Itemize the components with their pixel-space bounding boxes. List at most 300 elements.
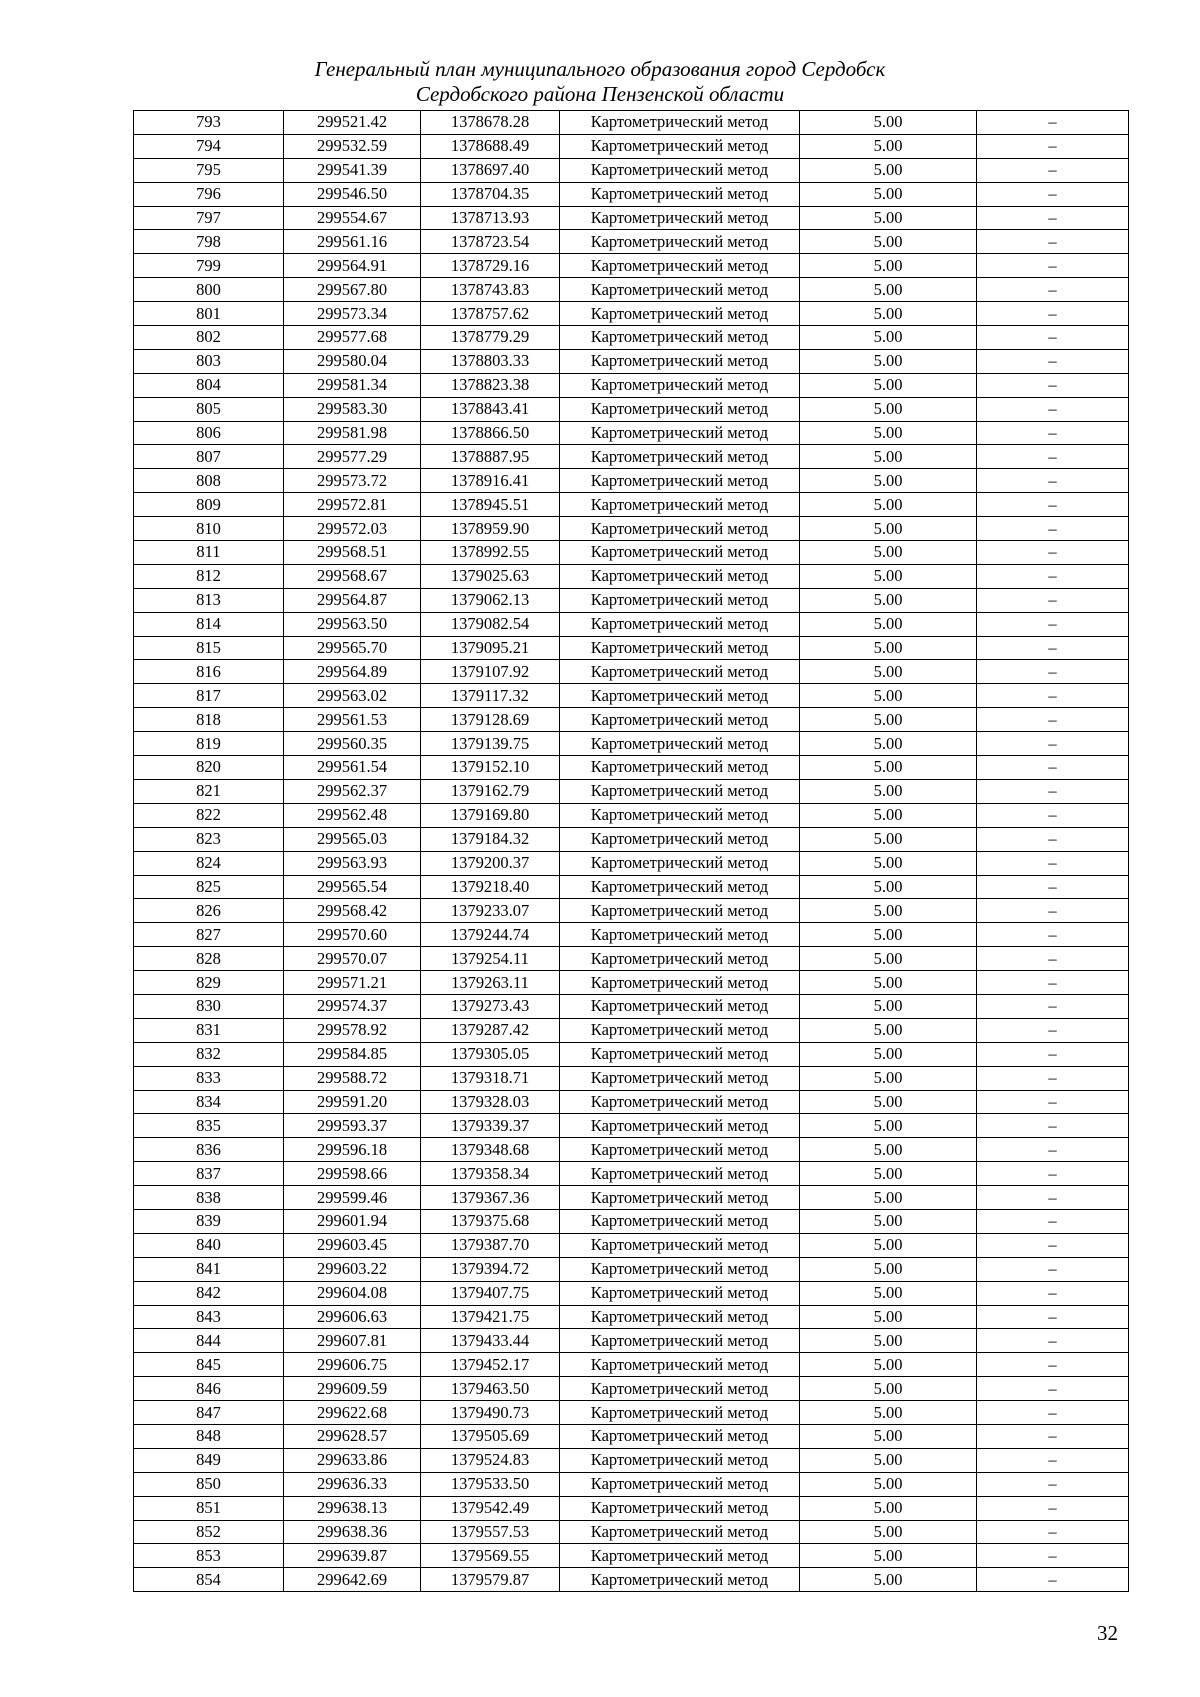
y-coordinate-cell: 1379524.83 (421, 1448, 560, 1472)
y-coordinate-cell: 1378743.83 (421, 278, 560, 302)
note-cell: – (977, 517, 1129, 541)
note-cell: – (977, 803, 1129, 827)
point-number-cell: 832 (134, 1042, 284, 1066)
accuracy-cell: 5.00 (800, 421, 977, 445)
method-cell: Картометрический метод (560, 1305, 800, 1329)
note-cell: – (977, 1066, 1129, 1090)
x-coordinate-cell: 299563.02 (284, 684, 421, 708)
accuracy-cell: 5.00 (800, 827, 977, 851)
table-row (134, 421, 1129, 445)
table-row (134, 851, 1129, 875)
y-coordinate-cell: 1379348.68 (421, 1138, 560, 1162)
y-coordinate-cell: 1379263.11 (421, 971, 560, 995)
x-coordinate-cell: 299636.33 (284, 1472, 421, 1496)
note-cell: – (977, 899, 1129, 923)
note-cell: – (977, 1186, 1129, 1210)
x-coordinate-cell: 299570.07 (284, 947, 421, 971)
note-cell: – (977, 278, 1129, 302)
point-number-cell: 833 (134, 1066, 284, 1090)
point-number-cell: 824 (134, 851, 284, 875)
accuracy-cell: 5.00 (800, 1090, 977, 1114)
method-cell: Картометрический метод (560, 1257, 800, 1281)
x-coordinate-cell: 299599.46 (284, 1186, 421, 1210)
table-row (134, 1114, 1129, 1138)
method-cell: Картометрический метод (560, 636, 800, 660)
method-cell: Картометрический метод (560, 230, 800, 254)
method-cell: Картометрический метод (560, 1162, 800, 1186)
x-coordinate-cell: 299642.69 (284, 1568, 421, 1592)
table-row (134, 541, 1129, 565)
accuracy-cell: 5.00 (800, 971, 977, 995)
accuracy-cell: 5.00 (800, 588, 977, 612)
x-coordinate-cell: 299606.75 (284, 1353, 421, 1377)
table-row (134, 779, 1129, 803)
x-coordinate-cell: 299561.53 (284, 708, 421, 732)
method-cell: Картометрический метод (560, 779, 800, 803)
x-coordinate-cell: 299570.60 (284, 923, 421, 947)
x-coordinate-cell: 299564.87 (284, 588, 421, 612)
y-coordinate-cell: 1379339.37 (421, 1114, 560, 1138)
y-coordinate-cell: 1378823.38 (421, 373, 560, 397)
accuracy-cell: 5.00 (800, 636, 977, 660)
x-coordinate-cell: 299572.81 (284, 493, 421, 517)
y-coordinate-cell: 1379463.50 (421, 1377, 560, 1401)
point-number-cell: 826 (134, 899, 284, 923)
point-number-cell: 804 (134, 373, 284, 397)
accuracy-cell: 5.00 (800, 1353, 977, 1377)
y-coordinate-cell: 1378704.35 (421, 182, 560, 206)
table-row (134, 732, 1129, 756)
note-cell: – (977, 1138, 1129, 1162)
note-cell: – (977, 588, 1129, 612)
method-cell: Картометрический метод (560, 732, 800, 756)
x-coordinate-cell: 299561.16 (284, 230, 421, 254)
point-number-cell: 847 (134, 1401, 284, 1425)
accuracy-cell: 5.00 (800, 899, 977, 923)
note-cell: – (977, 111, 1129, 135)
point-number-cell: 818 (134, 708, 284, 732)
method-cell: Картометрический метод (560, 1448, 800, 1472)
accuracy-cell: 5.00 (800, 923, 977, 947)
accuracy-cell: 5.00 (800, 182, 977, 206)
table-row (134, 469, 1129, 493)
y-coordinate-cell: 1378729.16 (421, 254, 560, 278)
note-cell: – (977, 397, 1129, 421)
y-coordinate-cell: 1378803.33 (421, 349, 560, 373)
point-number-cell: 834 (134, 1090, 284, 1114)
y-coordinate-cell: 1378916.41 (421, 469, 560, 493)
y-coordinate-cell: 1379367.36 (421, 1186, 560, 1210)
table-row (134, 1042, 1129, 1066)
x-coordinate-cell: 299638.13 (284, 1496, 421, 1520)
note-cell: – (977, 947, 1129, 971)
table-row (134, 1520, 1129, 1544)
accuracy-cell: 5.00 (800, 803, 977, 827)
x-coordinate-cell: 299577.29 (284, 445, 421, 469)
x-coordinate-cell: 299604.08 (284, 1281, 421, 1305)
note-cell: – (977, 612, 1129, 636)
note-cell: – (977, 134, 1129, 158)
table-row (134, 182, 1129, 206)
y-coordinate-cell: 1378678.28 (421, 111, 560, 135)
table-row (134, 302, 1129, 326)
y-coordinate-cell: 1379569.55 (421, 1544, 560, 1568)
y-coordinate-cell: 1379082.54 (421, 612, 560, 636)
x-coordinate-cell: 299562.37 (284, 779, 421, 803)
x-coordinate-cell: 299571.21 (284, 971, 421, 995)
y-coordinate-cell: 1379107.92 (421, 660, 560, 684)
note-cell: – (977, 684, 1129, 708)
accuracy-cell: 5.00 (800, 684, 977, 708)
note-cell: – (977, 971, 1129, 995)
note-cell: – (977, 1424, 1129, 1448)
x-coordinate-cell: 299628.57 (284, 1424, 421, 1448)
accuracy-cell: 5.00 (800, 732, 977, 756)
point-number-cell: 823 (134, 827, 284, 851)
table-row (134, 134, 1129, 158)
point-number-cell: 807 (134, 445, 284, 469)
y-coordinate-cell: 1379433.44 (421, 1329, 560, 1353)
table-row (134, 1568, 1129, 1592)
point-number-cell: 837 (134, 1162, 284, 1186)
y-coordinate-cell: 1379218.40 (421, 875, 560, 899)
x-coordinate-cell: 299564.89 (284, 660, 421, 684)
point-number-cell: 827 (134, 923, 284, 947)
table-row (134, 971, 1129, 995)
point-number-cell: 841 (134, 1257, 284, 1281)
point-number-cell: 813 (134, 588, 284, 612)
table-row (134, 899, 1129, 923)
y-coordinate-cell: 1379452.17 (421, 1353, 560, 1377)
table-row (134, 1448, 1129, 1472)
accuracy-cell: 5.00 (800, 1186, 977, 1210)
accuracy-cell: 5.00 (800, 1544, 977, 1568)
note-cell: – (977, 875, 1129, 899)
y-coordinate-cell: 1378887.95 (421, 445, 560, 469)
accuracy-cell: 5.00 (800, 1448, 977, 1472)
note-cell: – (977, 349, 1129, 373)
y-coordinate-cell: 1379200.37 (421, 851, 560, 875)
method-cell: Картометрический метод (560, 1090, 800, 1114)
method-cell: Картометрический метод (560, 1018, 800, 1042)
accuracy-cell: 5.00 (800, 1520, 977, 1544)
point-number-cell: 835 (134, 1114, 284, 1138)
accuracy-cell: 5.00 (800, 708, 977, 732)
note-cell: – (977, 1544, 1129, 1568)
y-coordinate-cell: 1379233.07 (421, 899, 560, 923)
x-coordinate-cell: 299591.20 (284, 1090, 421, 1114)
method-cell: Картометрический метод (560, 588, 800, 612)
point-number-cell: 809 (134, 493, 284, 517)
note-cell: – (977, 254, 1129, 278)
y-coordinate-cell: 1379254.11 (421, 947, 560, 971)
y-coordinate-cell: 1379542.49 (421, 1496, 560, 1520)
note-cell: – (977, 493, 1129, 517)
note-cell: – (977, 1090, 1129, 1114)
x-coordinate-cell: 299562.48 (284, 803, 421, 827)
note-cell: – (977, 923, 1129, 947)
accuracy-cell: 5.00 (800, 1377, 977, 1401)
document-header (0, 57, 1200, 107)
table-row (134, 708, 1129, 732)
note-cell: – (977, 373, 1129, 397)
point-number-cell: 797 (134, 206, 284, 230)
point-number-cell: 810 (134, 517, 284, 541)
point-number-cell: 846 (134, 1377, 284, 1401)
y-coordinate-cell: 1378723.54 (421, 230, 560, 254)
table-row (134, 278, 1129, 302)
x-coordinate-cell: 299593.37 (284, 1114, 421, 1138)
method-cell: Картометрический метод (560, 1233, 800, 1257)
point-number-cell: 852 (134, 1520, 284, 1544)
point-number-cell: 854 (134, 1568, 284, 1592)
point-number-cell: 820 (134, 756, 284, 780)
y-coordinate-cell: 1379557.53 (421, 1520, 560, 1544)
method-cell: Картометрический метод (560, 397, 800, 421)
accuracy-cell: 5.00 (800, 1329, 977, 1353)
y-coordinate-cell: 1379139.75 (421, 732, 560, 756)
accuracy-cell: 5.00 (800, 1018, 977, 1042)
table-row (134, 1305, 1129, 1329)
accuracy-cell: 5.00 (800, 994, 977, 1018)
method-cell: Картометрический метод (560, 421, 800, 445)
note-cell: – (977, 1018, 1129, 1042)
method-cell: Картометрический метод (560, 1114, 800, 1138)
coordinates-table (133, 110, 1129, 1592)
note-cell: – (977, 541, 1129, 565)
table-row (134, 588, 1129, 612)
point-number-cell: 808 (134, 469, 284, 493)
x-coordinate-cell: 299598.66 (284, 1162, 421, 1186)
method-cell: Картометрический метод (560, 111, 800, 135)
header-title-line-2: Сердобского района Пензенской области (415, 82, 785, 106)
x-coordinate-cell: 299633.86 (284, 1448, 421, 1472)
accuracy-cell: 5.00 (800, 1401, 977, 1425)
note-cell: – (977, 1520, 1129, 1544)
method-cell: Картометрический метод (560, 1496, 800, 1520)
method-cell: Картометрический метод (560, 851, 800, 875)
page-number: 32 (1097, 1621, 1118, 1645)
method-cell: Картометрический метод (560, 1138, 800, 1162)
note-cell: – (977, 469, 1129, 493)
accuracy-cell: 5.00 (800, 230, 977, 254)
accuracy-cell: 5.00 (800, 302, 977, 326)
point-number-cell: 815 (134, 636, 284, 660)
point-number-cell: 803 (134, 349, 284, 373)
x-coordinate-cell: 299596.18 (284, 1138, 421, 1162)
y-coordinate-cell: 1379358.34 (421, 1162, 560, 1186)
y-coordinate-cell: 1379162.79 (421, 779, 560, 803)
point-number-cell: 839 (134, 1209, 284, 1233)
table-row (134, 1496, 1129, 1520)
note-cell: – (977, 158, 1129, 182)
note-cell: – (977, 827, 1129, 851)
table-row (134, 373, 1129, 397)
table-row (134, 1401, 1129, 1425)
note-cell: – (977, 660, 1129, 684)
point-number-cell: 796 (134, 182, 284, 206)
accuracy-cell: 5.00 (800, 1114, 977, 1138)
y-coordinate-cell: 1379025.63 (421, 564, 560, 588)
table-row (134, 326, 1129, 350)
x-coordinate-cell: 299607.81 (284, 1329, 421, 1353)
point-number-cell: 802 (134, 326, 284, 350)
accuracy-cell: 5.00 (800, 779, 977, 803)
point-number-cell: 811 (134, 541, 284, 565)
y-coordinate-cell: 1379062.13 (421, 588, 560, 612)
note-cell: – (977, 756, 1129, 780)
y-coordinate-cell: 1379328.03 (421, 1090, 560, 1114)
point-number-cell: 812 (134, 564, 284, 588)
y-coordinate-cell: 1379533.50 (421, 1472, 560, 1496)
table-row (134, 1329, 1129, 1353)
y-coordinate-cell: 1379152.10 (421, 756, 560, 780)
y-coordinate-cell: 1379505.69 (421, 1424, 560, 1448)
x-coordinate-cell: 299581.34 (284, 373, 421, 397)
table-row (134, 1162, 1129, 1186)
x-coordinate-cell: 299609.59 (284, 1377, 421, 1401)
y-coordinate-cell: 1379244.74 (421, 923, 560, 947)
y-coordinate-cell: 1379394.72 (421, 1257, 560, 1281)
accuracy-cell: 5.00 (800, 517, 977, 541)
y-coordinate-cell: 1378757.62 (421, 302, 560, 326)
point-number-cell: 806 (134, 421, 284, 445)
x-coordinate-cell: 299622.68 (284, 1401, 421, 1425)
point-number-cell: 830 (134, 994, 284, 1018)
point-number-cell: 795 (134, 158, 284, 182)
table-row (134, 636, 1129, 660)
x-coordinate-cell: 299554.67 (284, 206, 421, 230)
method-cell: Картометрический метод (560, 541, 800, 565)
method-cell: Картометрический метод (560, 373, 800, 397)
accuracy-cell: 5.00 (800, 1281, 977, 1305)
method-cell: Картометрический метод (560, 1066, 800, 1090)
method-cell: Картометрический метод (560, 827, 800, 851)
note-cell: – (977, 1353, 1129, 1377)
note-cell: – (977, 1329, 1129, 1353)
table-row (134, 1186, 1129, 1210)
y-coordinate-cell: 1379305.05 (421, 1042, 560, 1066)
accuracy-cell: 5.00 (800, 851, 977, 875)
x-coordinate-cell: 299546.50 (284, 182, 421, 206)
point-number-cell: 819 (134, 732, 284, 756)
x-coordinate-cell: 299565.03 (284, 827, 421, 851)
note-cell: – (977, 1257, 1129, 1281)
note-cell: – (977, 1233, 1129, 1257)
accuracy-cell: 5.00 (800, 612, 977, 636)
x-coordinate-cell: 299574.37 (284, 994, 421, 1018)
accuracy-cell: 5.00 (800, 206, 977, 230)
accuracy-cell: 5.00 (800, 493, 977, 517)
note-cell: – (977, 636, 1129, 660)
coordinates-table-body (134, 111, 1129, 1592)
accuracy-cell: 5.00 (800, 1138, 977, 1162)
x-coordinate-cell: 299601.94 (284, 1209, 421, 1233)
point-number-cell: 851 (134, 1496, 284, 1520)
accuracy-cell: 5.00 (800, 1305, 977, 1329)
y-coordinate-cell: 1379407.75 (421, 1281, 560, 1305)
note-cell: – (977, 564, 1129, 588)
accuracy-cell: 5.00 (800, 397, 977, 421)
method-cell: Картометрический метод (560, 1353, 800, 1377)
y-coordinate-cell: 1378697.40 (421, 158, 560, 182)
table-row (134, 612, 1129, 636)
method-cell: Картометрический метод (560, 1520, 800, 1544)
x-coordinate-cell: 299638.36 (284, 1520, 421, 1544)
accuracy-cell: 5.00 (800, 875, 977, 899)
accuracy-cell: 5.00 (800, 1209, 977, 1233)
x-coordinate-cell: 299560.35 (284, 732, 421, 756)
note-cell: – (977, 994, 1129, 1018)
x-coordinate-cell: 299603.22 (284, 1257, 421, 1281)
table-row (134, 206, 1129, 230)
x-coordinate-cell: 299564.91 (284, 254, 421, 278)
point-number-cell: 800 (134, 278, 284, 302)
accuracy-cell: 5.00 (800, 1162, 977, 1186)
method-cell: Картометрический метод (560, 493, 800, 517)
accuracy-cell: 5.00 (800, 1233, 977, 1257)
note-cell: – (977, 445, 1129, 469)
point-number-cell: 816 (134, 660, 284, 684)
point-number-cell: 843 (134, 1305, 284, 1329)
table-row (134, 684, 1129, 708)
note-cell: – (977, 182, 1129, 206)
table-row (134, 1377, 1129, 1401)
method-cell: Картометрический метод (560, 445, 800, 469)
point-number-cell: 825 (134, 875, 284, 899)
method-cell: Картометрический метод (560, 158, 800, 182)
y-coordinate-cell: 1379579.87 (421, 1568, 560, 1592)
note-cell: – (977, 1162, 1129, 1186)
y-coordinate-cell: 1378945.51 (421, 493, 560, 517)
y-coordinate-cell: 1379169.80 (421, 803, 560, 827)
method-cell: Картометрический метод (560, 206, 800, 230)
method-cell: Картометрический метод (560, 756, 800, 780)
note-cell: – (977, 1209, 1129, 1233)
x-coordinate-cell: 299639.87 (284, 1544, 421, 1568)
y-coordinate-cell: 1378866.50 (421, 421, 560, 445)
method-cell: Картометрический метод (560, 1424, 800, 1448)
accuracy-cell: 5.00 (800, 947, 977, 971)
y-coordinate-cell: 1379421.75 (421, 1305, 560, 1329)
accuracy-cell: 5.00 (800, 1472, 977, 1496)
point-number-cell: 801 (134, 302, 284, 326)
note-cell: – (977, 1472, 1129, 1496)
y-coordinate-cell: 1379375.68 (421, 1209, 560, 1233)
method-cell: Картометрический метод (560, 612, 800, 636)
x-coordinate-cell: 299577.68 (284, 326, 421, 350)
table-row (134, 1209, 1129, 1233)
table-row (134, 1018, 1129, 1042)
method-cell: Картометрический метод (560, 254, 800, 278)
y-coordinate-cell: 1379387.70 (421, 1233, 560, 1257)
accuracy-cell: 5.00 (800, 1042, 977, 1066)
accuracy-cell: 5.00 (800, 349, 977, 373)
method-cell: Картометрический метод (560, 302, 800, 326)
point-number-cell: 840 (134, 1233, 284, 1257)
point-number-cell: 798 (134, 230, 284, 254)
x-coordinate-cell: 299565.70 (284, 636, 421, 660)
y-coordinate-cell: 1378992.55 (421, 541, 560, 565)
method-cell: Картометрический метод (560, 134, 800, 158)
table-row (134, 564, 1129, 588)
table-row (134, 1281, 1129, 1305)
y-coordinate-cell: 1378713.93 (421, 206, 560, 230)
method-cell: Картометрический метод (560, 923, 800, 947)
point-number-cell: 799 (134, 254, 284, 278)
accuracy-cell: 5.00 (800, 254, 977, 278)
point-number-cell: 850 (134, 1472, 284, 1496)
